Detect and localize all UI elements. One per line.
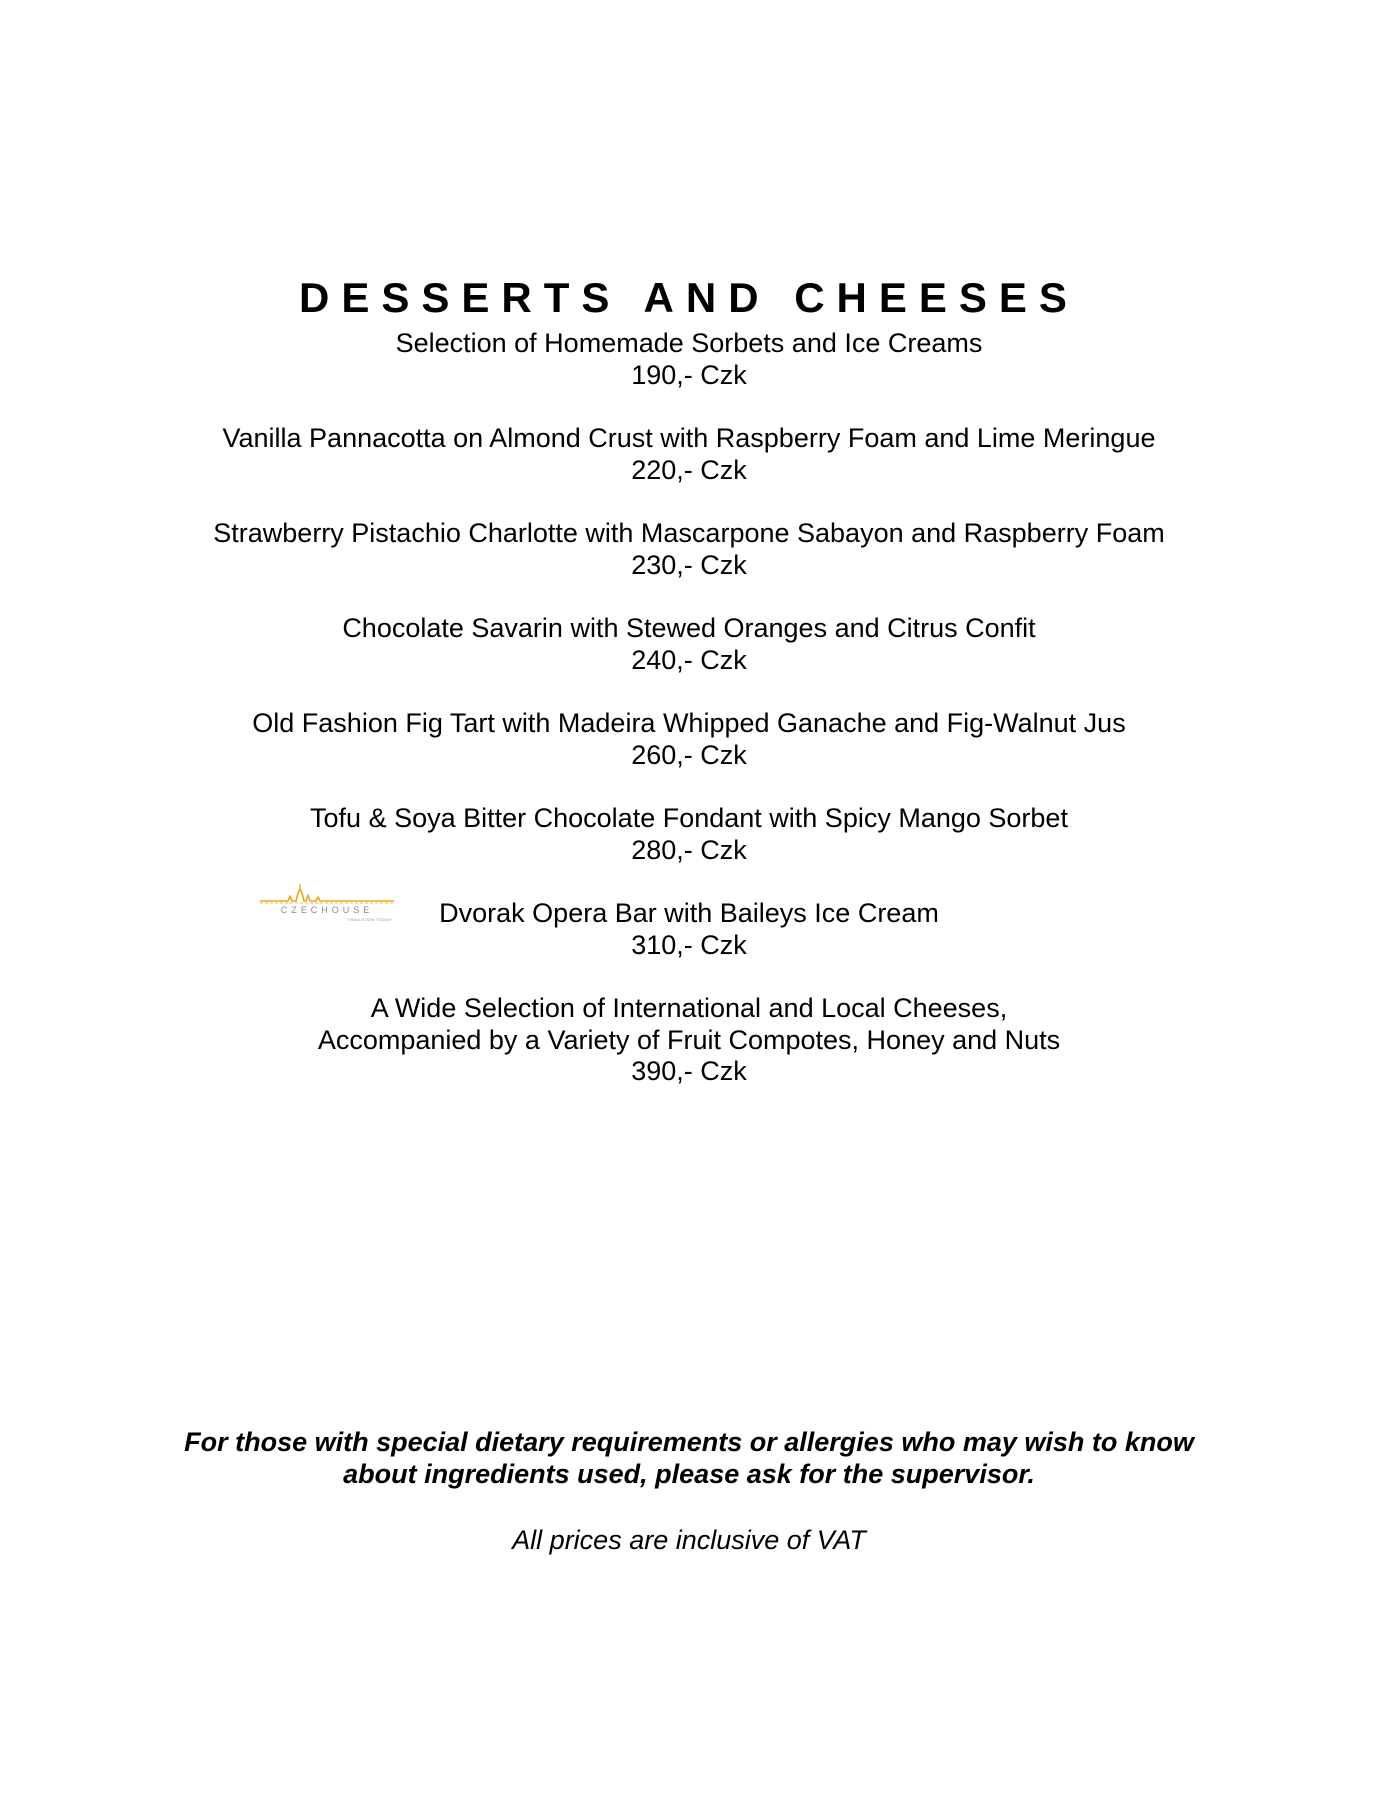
logo-tagline: TRADITION TODAY — [347, 917, 393, 922]
menu-item-price: 310,- Czk — [631, 929, 747, 960]
menu-item — [0, 993, 1378, 1088]
menu-item — [0, 708, 1378, 771]
menu-item-name: Tofu & Soya Bitter Chocolate Fondant with Spicy Mango Sorbet — [310, 803, 1068, 833]
dietary-notice — [0, 1426, 1378, 1490]
menu-item-price: 190,- Czk — [631, 359, 747, 390]
menu-item-name: Chocolate Savarin with Stewed Oranges and Citrus Confit — [342, 613, 1036, 643]
menu-item-price: 260,- Czk — [631, 739, 747, 770]
vat-note: All prices are inclusive of VAT — [512, 1525, 866, 1555]
menu-item-price: 280,- Czk — [631, 834, 747, 865]
menu-item-price: 220,- Czk — [631, 454, 747, 485]
dietary-notice-line: about ingredients used, please ask for the supervisor. — [343, 1459, 1035, 1489]
menu-title: DESSERTS AND CHEESES — [299, 274, 1079, 322]
dietary-notice-line: For those with special dietary requirements or allergies who may wish to know — [184, 1427, 1194, 1457]
menu-item-name: Selection of Homemade Sorbets and Ice Creams — [395, 328, 983, 358]
menu-item — [0, 898, 1378, 961]
menu-item-name: Vanilla Pannacotta on Almond Crust with Raspberry Foam and Lime Meringue — [222, 423, 1156, 453]
menu-item — [0, 328, 1378, 391]
menu-item-price: 390,- Czk — [631, 1056, 747, 1086]
menu-item-name: Old Fashion Fig Tart with Madeira Whipped Ganache and Fig-Walnut Jus — [252, 708, 1126, 738]
menu-item — [0, 518, 1378, 581]
menu-item-price: 240,- Czk — [631, 644, 747, 675]
menu-item-name: Strawberry Pistachio Charlotte with Mascarpone Sabayon and Raspberry Foam — [213, 518, 1165, 548]
menu-item — [0, 803, 1378, 866]
logo-wordmark: CZECHOUSE — [280, 905, 374, 915]
menu-item — [0, 423, 1378, 486]
menu-item — [0, 613, 1378, 676]
menu-item-name: A Wide Selection of International and Local Cheeses, — [370, 993, 1008, 1023]
menu-item-name: Accompanied by a Variety of Fruit Compotes, Honey and Nuts — [317, 1024, 1061, 1055]
menu-item-price: 230,- Czk — [631, 549, 747, 580]
menu-item-name: Dvorak Opera Bar with Baileys Ice Cream — [439, 898, 939, 928]
